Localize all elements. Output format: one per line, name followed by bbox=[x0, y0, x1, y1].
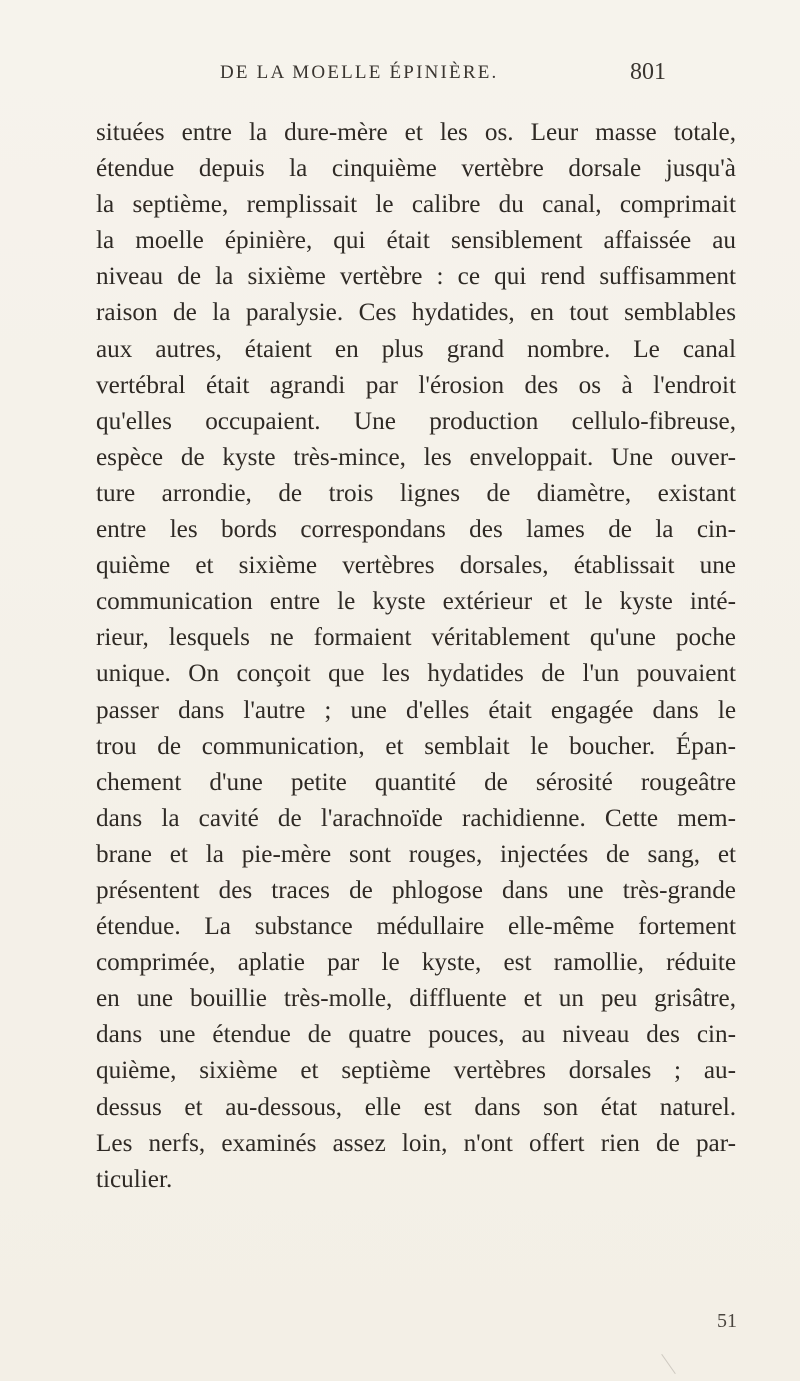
text-line: présentent des traces de phlogose dans une très-grande bbox=[96, 876, 736, 904]
text-line: ture arrondie, de trois lignes de diamètre, existant bbox=[96, 479, 736, 507]
text-line: entre les bords correspondans des lames de la cin- bbox=[96, 516, 736, 544]
text-line: passer dans l'autre ; une d'elles était engagée dans le bbox=[96, 696, 736, 724]
body-text bbox=[96, 115, 736, 1198]
text-line: comprimée, aplatie par le kyste, est ramollie, réduite bbox=[96, 949, 736, 977]
scan-mark bbox=[661, 1354, 676, 1374]
text-line: dans une étendue de quatre pouces, au niveau des cin- bbox=[96, 1021, 736, 1049]
text-line: unique. On conçoit que les hydatides de l'un pouvaient bbox=[96, 660, 736, 688]
text-line: la septième, remplissait le calibre du canal, comprimait bbox=[96, 191, 736, 219]
text-line: étendue depuis la cinquième vertèbre dorsale jusqu'à bbox=[96, 155, 736, 183]
text-line: quième et sixième vertèbres dorsales, établissait une bbox=[96, 552, 736, 580]
text-line: la moelle épinière, qui était sensiblement affaissée au bbox=[96, 227, 736, 255]
text-line: Les nerfs, examinés assez loin, n'ont offert rien de par- bbox=[96, 1129, 736, 1157]
text-line: brane et la pie-mère sont rouges, injectées de sang, et bbox=[96, 840, 736, 868]
text-line: qu'elles occupaient. Une production cellulo-fibreuse, bbox=[96, 407, 736, 435]
text-line: communication entre le kyste extérieur et le kyste inté- bbox=[96, 588, 736, 616]
page-number: 801 bbox=[630, 59, 666, 85]
signature-mark: 51 bbox=[717, 1310, 737, 1332]
text-line: quième, sixième et septième vertèbres dorsales ; au- bbox=[96, 1057, 736, 1085]
text-line: dans la cavité de l'arachnoïde rachidienne. Cette mem- bbox=[96, 804, 736, 832]
text-line: trou de communication, et semblait le boucher. Épan- bbox=[96, 732, 736, 760]
text-line: en une bouillie très-molle, diffluente et un peu grisâtre, bbox=[96, 985, 736, 1013]
running-head: DE LA MOELLE ÉPINIÈRE. bbox=[220, 62, 499, 83]
text-line: espèce de kyste très-mince, les enveloppait. Une ouver- bbox=[96, 443, 736, 471]
text-line: niveau de la sixième vertèbre : ce qui rend suffisamment bbox=[96, 263, 736, 291]
text-line: situées entre la dure-mère et les os. Leur masse totale, bbox=[96, 119, 736, 146]
text-line: ticulier. bbox=[96, 1165, 173, 1193]
text-line: raison de la paralysie. Ces hydatides, en tout semblables bbox=[96, 299, 736, 327]
text-line: rieur, lesquels ne formaient véritablement qu'une poche bbox=[96, 624, 736, 652]
text-line: chement d'une petite quantité de sérosité rougeâtre bbox=[96, 768, 736, 796]
text-line: étendue. La substance médullaire elle-même fortement bbox=[96, 913, 736, 941]
text-line: dessus et au-dessous, elle est dans son état naturel. bbox=[96, 1093, 736, 1121]
text-line: vertébral était agrandi par l'érosion des os à l'endroit bbox=[96, 371, 736, 399]
text-line: aux autres, étaient en plus grand nombre. Le canal bbox=[96, 335, 736, 363]
page-header bbox=[0, 59, 800, 92]
